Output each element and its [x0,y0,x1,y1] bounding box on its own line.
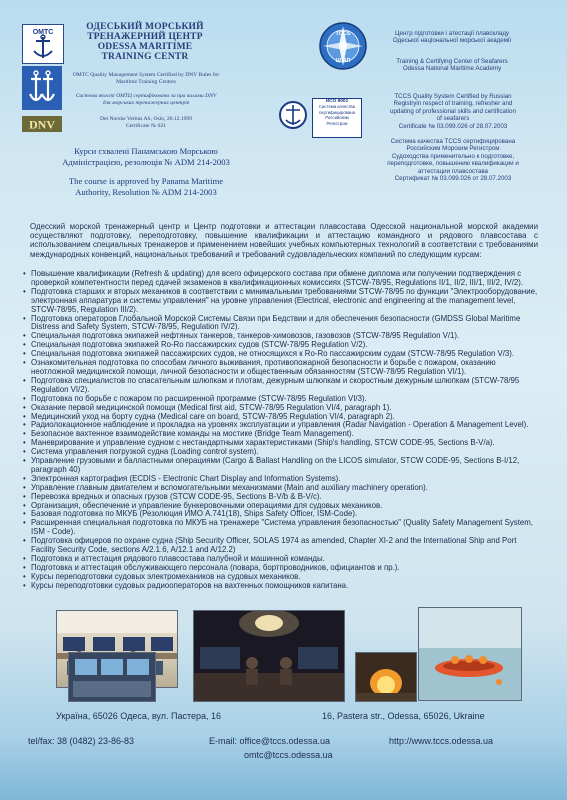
telfax: tel/fax: 38 (0482) 23-86-83 [28,736,135,746]
course-item: • Базовая подготовка по МКУБ (Резолюция ИМО А.741(18), Ships Safety Officer, ISM-Code). [22,510,540,519]
tccs-compass-logo [318,20,368,72]
course-item: • Специальная подготовка экипажей нефтяных танкеров, танкеров-химовозов, газовозов (STCW-78/95 Regulation V/1). [22,332,540,341]
course-item: • Подготовка и аттестация рядового плавсостава палубной и машинной команды. [22,555,540,564]
tccs-qms-ru [362,138,544,182]
course-item: • Подготовка офицеров по охране судна (Ship Security Officer, SOLAS 1974 as amended, Chapter XI-2 and the International Ship and Port Facility Security Code, sections A/2.1.6, A/12.1 and A/12.2) [22,537,540,555]
anchor-emblem [22,66,62,110]
course-item: • Курсы переподготовки судовых электромехаников на судовых механиков. [22,573,540,582]
panama-approval-ua: Курси схвалені Панамською Морською Адміністрацією, резолюція № ADM 214-2003 [62,146,230,167]
tccs-name-ua [362,30,542,45]
course-item: • Управление грузовыми и балластными операциями (Cargo & Ballast Handling on the LICOS simulator, STCW CODE-95, Sections B-I/12, paragraph 40) [22,457,540,475]
course-item: • Подготовка по борьбе с пожаром по расширенной программе (STCW-78/95 Regulation VI/3). [22,395,540,404]
tccs-qms-en-line-1: TCCS Quality System Certified by Russian [394,93,512,100]
fire-training-photo [355,652,417,702]
course-item: • Маневрирование и управление судном с нестандартными характеристиками (Ship's handling, STCW CODE-95, Sections B-V/a). [22,439,540,448]
rs-emblem [278,100,308,130]
course-item: • Подготовка операторов Глобальной Морской Системы Связи при Бедствии и для обеспечения безопасности (GMDSS Global Maritime Distress and Safety System, STCW-78/95, Regulation IV/2). [22,315,540,333]
course-item: • Управление главным двигателем и вспомогательными механизмами (Main and auxiliary machinery operation). [22,484,540,493]
tccs-name-ua-line-2: Одеської національної морської академії [392,37,512,45]
tccs-qms-en-line-5: Certificate № 03.099.026 of 28.07.2003 [398,122,508,130]
course-item: • Повышение квалификации (Refresh & updating) для всего офицерского состава при обмене диплома или получении подтверждения с проверкой компетентности перед сдачей экзаменов в квалификационных комиссиях (STCW-78/95, Regulations II/1, II/2, III/1, III/2, IV/2). [22,270,540,288]
dnv-cert [72,116,220,130]
tccs-name-en [362,58,542,73]
omtc-title-line-4: TRAINING CENTR [101,52,189,62]
dnv-logo-text: DNV [29,117,55,132]
simulator-console-photo [68,652,156,702]
course-item: • Специальная подготовка экипажей пассажирских судов, не относящихся к Ro-Ro пассажирским судам (STCW-78/95 Regulation V/3). [22,350,540,359]
tccs-qms-ru-line-4: переподготовке, повышению квалификации и [387,160,519,168]
omtc-logo [22,24,64,64]
rs-cert-line-4: Российским [325,115,349,121]
rs-cert-line-2: Система качества [318,104,356,110]
rs-cert-box [312,98,362,138]
tccs-name-en-line-2: Odessa National Maritime Academy [402,65,502,73]
omtc-title-line-1: ОДЕСЬКИЙ МОРСЬКИЙ [86,22,204,32]
tccs-qms-en-line-3: updating of professional skills and certification [390,107,516,115]
course-item: • Организация, обеспечение и управление бункеровочными операциями для судовых механиков. [22,502,540,511]
tccs-qms-ru-line-5: аттестации плавсостава [417,167,488,175]
tccs-qms-en-line-2: Registryin respect of training, refresher and [393,100,513,108]
address-en: 16, Pastera str., Odessa, 65026, Ukraine [322,711,485,721]
tccs-qms-en [362,93,544,130]
liferaft-photo [418,607,522,701]
course-item: • Специальная подготовка экипажей Ro-Ro пассажирских судов (STCW-78/95 Regulation V/2). [22,341,540,350]
dnv-logo [22,116,62,132]
course-item: • Перевозка вредных и опасных грузов (STCW CODE-95, Sections B-V/b & B-V/c). [22,493,540,502]
course-item: • Система управления погрузкой судна (Loading control system). [22,448,540,457]
address-ua: Україна, 65026 Одеса, вул. Пастера, 16 [56,711,221,721]
course-item: • Расширенная специальная подготовка по МКУБ на тренажере "Система управления безопасностью" (Quality Safety Management System, ISM - Code). [22,519,540,537]
course-item: • Подготовка и аттестация обслуживающего персонала (повара, бортпроводников, официантов и пр.). [22,564,540,573]
course-item: • Медицинский уход на борту судна (Medical care on board, STCW-78/95 Regulation VI/4, paragraph 2). [22,413,540,422]
simulator-bridge-photo [193,610,345,702]
rs-cert-line-1: ИСО 9001 [325,99,349,104]
course-item: • Ознакомительная подготовка по способам личного выживания, противопожарной безопасности и борьбе с пожаром, оказанию неотложной медицинской помощи, личной безопасности и общественным обязанностям (STCW-78/95 Regulation VI/1). [22,359,540,377]
course-list [22,270,540,591]
tccs-qms-ru-line-2: Российским Морским Регистром [406,145,500,153]
course-item: • Курсы переподготовки судовых радиооператоров на вахтенных помощников капитана. [22,582,540,591]
panama-approval-en: The course is approved by Panama Maritime Authority, Resolution № ADM 214-2003 [68,176,224,197]
omtc-title [70,22,220,62]
omtc-logo-text: OMTC [32,29,54,36]
dnv-cert-line-1: Det Norske Veritas AS, Oslo, 20.12.1999 [99,116,193,122]
omtc-title-line-2: ТРЕНАЖЕРНИЙ ЦЕНТР [87,32,203,42]
tccs-qms-ru-line-6: Сертификат № 03.099.026 от 28.07.2003 [394,175,512,183]
tccs-logo-bottom: ЦПАП [335,58,351,64]
intro-paragraph: Одесский морской тренажерный центр и Центр подготовки и аттестации плавсостава Одесской национальной морской академии осуществляют подготовку, переподготовку, повышение квалификации и аттестацию командного и рядового плавсостава с использованием специальных тренажеров и применением новейших учебных компьютерных технологий в соответствии с требованиями международных конвенций, национальных требований и требований судовладельческих компаний по следующим курсам: [30,222,538,259]
rs-cert-line-5: Регистром [326,120,348,126]
tccs-qms-ru-line-1: Система качества TCCS сертифицирована [390,138,516,145]
course-item: • Подготовка специалистов по спасательным шлюпкам и плотам, дежурным шлюпкам и скоростным дежурным шлюпкам (STCW-78/95 Regulation VI/2). [22,377,540,395]
tccs-qms-en-line-4: of seafarers [436,115,470,123]
email-line-1[interactable]: E-mail: office@tccs.odessa.ua [209,736,331,746]
tccs-name-en-line-1: Training & Certifying Center of Seafarers [396,58,508,65]
tccs-logo-top: TCCS [335,31,351,37]
email-line-2[interactable]: omtc@tccs.odessa.ua [244,750,333,760]
course-item: • Электронная картография (ECDIS - Electronic Chart Display and Information Systems). [22,475,540,484]
omtc-title-line-3: ODESSA MARITIME [97,42,193,52]
omtc-qms-ua: Система якості ОМТЦ сертифікована за пра вилами DNV для морських тренажерних центрів [75,93,217,106]
dnv-cert-line-2: Certificate № 021 [125,123,167,129]
omtc-qms-en: OMTC Quality Management System Certified by DNV Rules for Maritime Training Centres [72,72,220,85]
tccs-qms-ru-line-3: Судоходства применительно к подготовке, [391,152,515,160]
course-item: • Безопасное вахтенное взаимодействие команды на мостике (Bridge Team Management). [22,430,540,439]
rs-cert-line-3: сертифицирована [318,109,356,115]
course-item: • Подготовка старших и вторых механиков в соответствии с минимальными требованиями STCW-78/95 по функции "Электрооборудование, электронная аппаратура и системы управления" на уровне управления (Electrical, electronic and engineering at the management level, STCW-78/95, Regulation III/2). [22,288,540,315]
course-item: • Радиолокационное наблюдение и прокладка на уровнях эксплуатации и управления (Radar Navigation - Operation & Management Level). [22,421,540,430]
course-item: • Оказание первой медицинской помощи (Medical first aid, STCW-78/95 Regulation VI/4, paragraph 1). [22,404,540,413]
website-link[interactable]: http://www.tccs.odessa.ua [389,736,494,746]
tccs-name-ua-line-1: Центр підготовки і атестації плавскладу [394,30,510,37]
